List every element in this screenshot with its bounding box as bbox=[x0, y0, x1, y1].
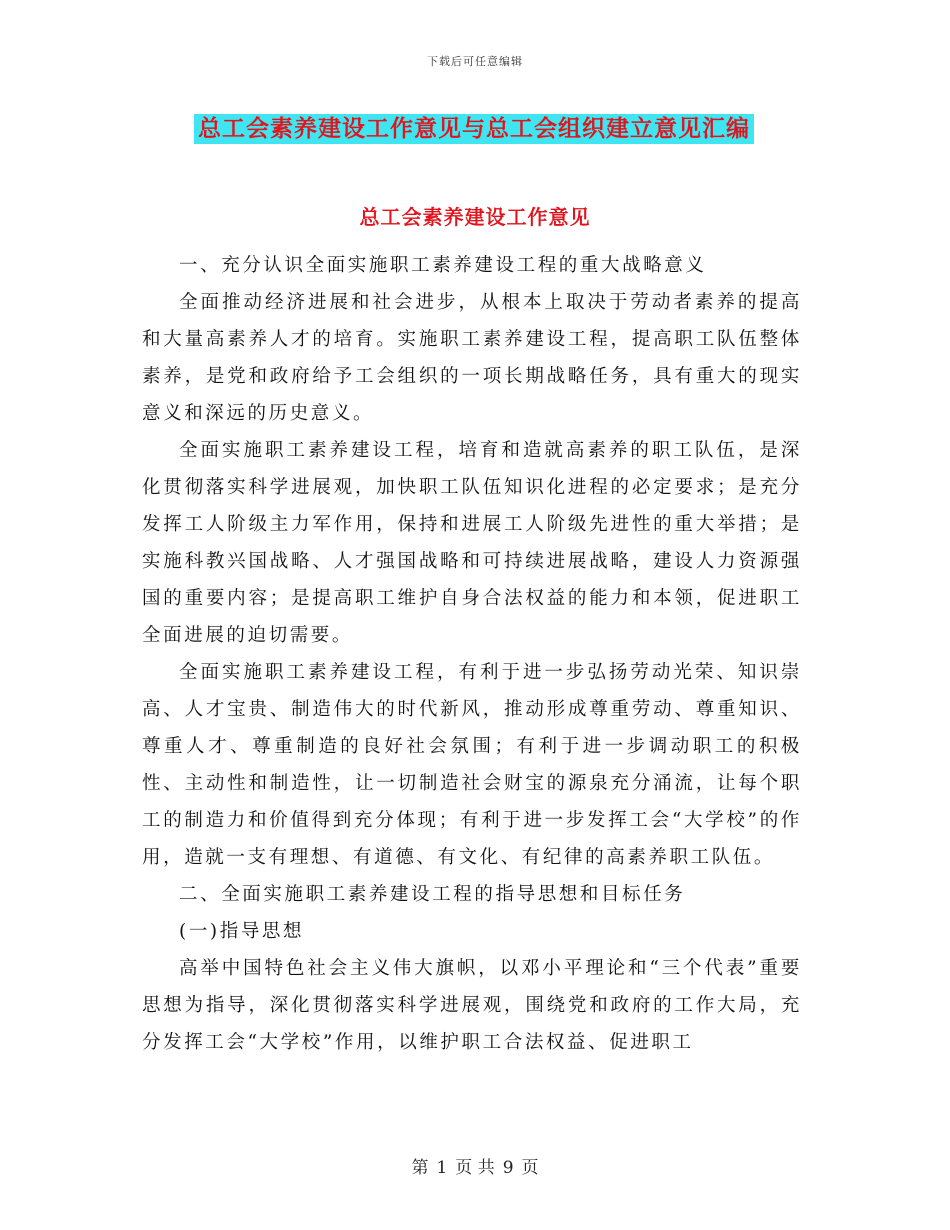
paragraph: 全面推动经济进展和社会进步，从根本上取决于劳动者素养的提高和大量高素养人才的培育。实施职工素养建设工程，提高职工队伍整体素养，是党和政府给予工会组织的一项长期战略任务，具有重大的现实意义和深远的历史意义。 bbox=[142, 292, 802, 424]
paragraph: 全面实施职工素养建设工程，有利于进一步弘扬劳动光荣、知识崇高、人才宝贵、制造伟大的时代新风，推动形成尊重劳动、尊重知识、尊重人才、尊重制造的良好社会氛围；有利于进一步调动职工的积极性、主动性和制造性，让一切制造社会财宝的源泉充分涌流，让每个职工的制造力和价值得到充分体现；有利于进一步发挥工会“大学校”的作用，造就一支有理想、有道德、有文化、有纪律的高素养职工队伍。 bbox=[142, 662, 802, 868]
paragraph: 高举中国特色社会主义伟大旗帜，以邓小平理论和“三个代表”重要思想为指导，深化贯彻落实科学进展观，围绕党和政府的工作大局，充分发挥工会“大学校”作用，以维护职工合法权益、促进职工 bbox=[142, 958, 802, 1053]
paragraph: 全面实施职工素养建设工程，培育和造就高素养的职工队伍，是深化贯彻落实科学进展观，加快职工队伍知识化进程的必定要求；是充分发挥工人阶级主力军作用，保持和进展工人阶级先进性的重大举措；是实施科教兴国战略、人才强国战略和可持续进展战略，建设人力资源强国的重要内容；是提高职工维护自身合法权益的能力和本领，促进职工全面进展的迫切需要。 bbox=[142, 440, 802, 646]
page-number: 1 bbox=[436, 1158, 448, 1178]
page-footer bbox=[0, 1153, 950, 1178]
footer-middle: 页 共 bbox=[455, 1158, 495, 1178]
footer-prefix: 第 bbox=[411, 1158, 429, 1178]
document-body bbox=[142, 247, 802, 1061]
section-title: 总工会素养建设工作意见 bbox=[359, 205, 591, 229]
paragraph-heading-1: 一、充分认识全面实施职工素养建设工程的重大战略意义 bbox=[179, 255, 707, 276]
paragraph-heading-2: 二、全面实施职工素养建设工程的指导思想和目标任务 bbox=[179, 884, 686, 905]
header-note: 下载后可任意编辑 bbox=[427, 55, 523, 68]
page-total: 9 bbox=[502, 1158, 514, 1178]
main-title: 总工会素养建设工作意见与总工会组织建立意见汇编 bbox=[194, 114, 754, 144]
paragraph-subheading: (一)指导思想 bbox=[179, 921, 305, 942]
footer-suffix: 页 bbox=[521, 1158, 539, 1178]
main-title-container bbox=[194, 112, 754, 146]
